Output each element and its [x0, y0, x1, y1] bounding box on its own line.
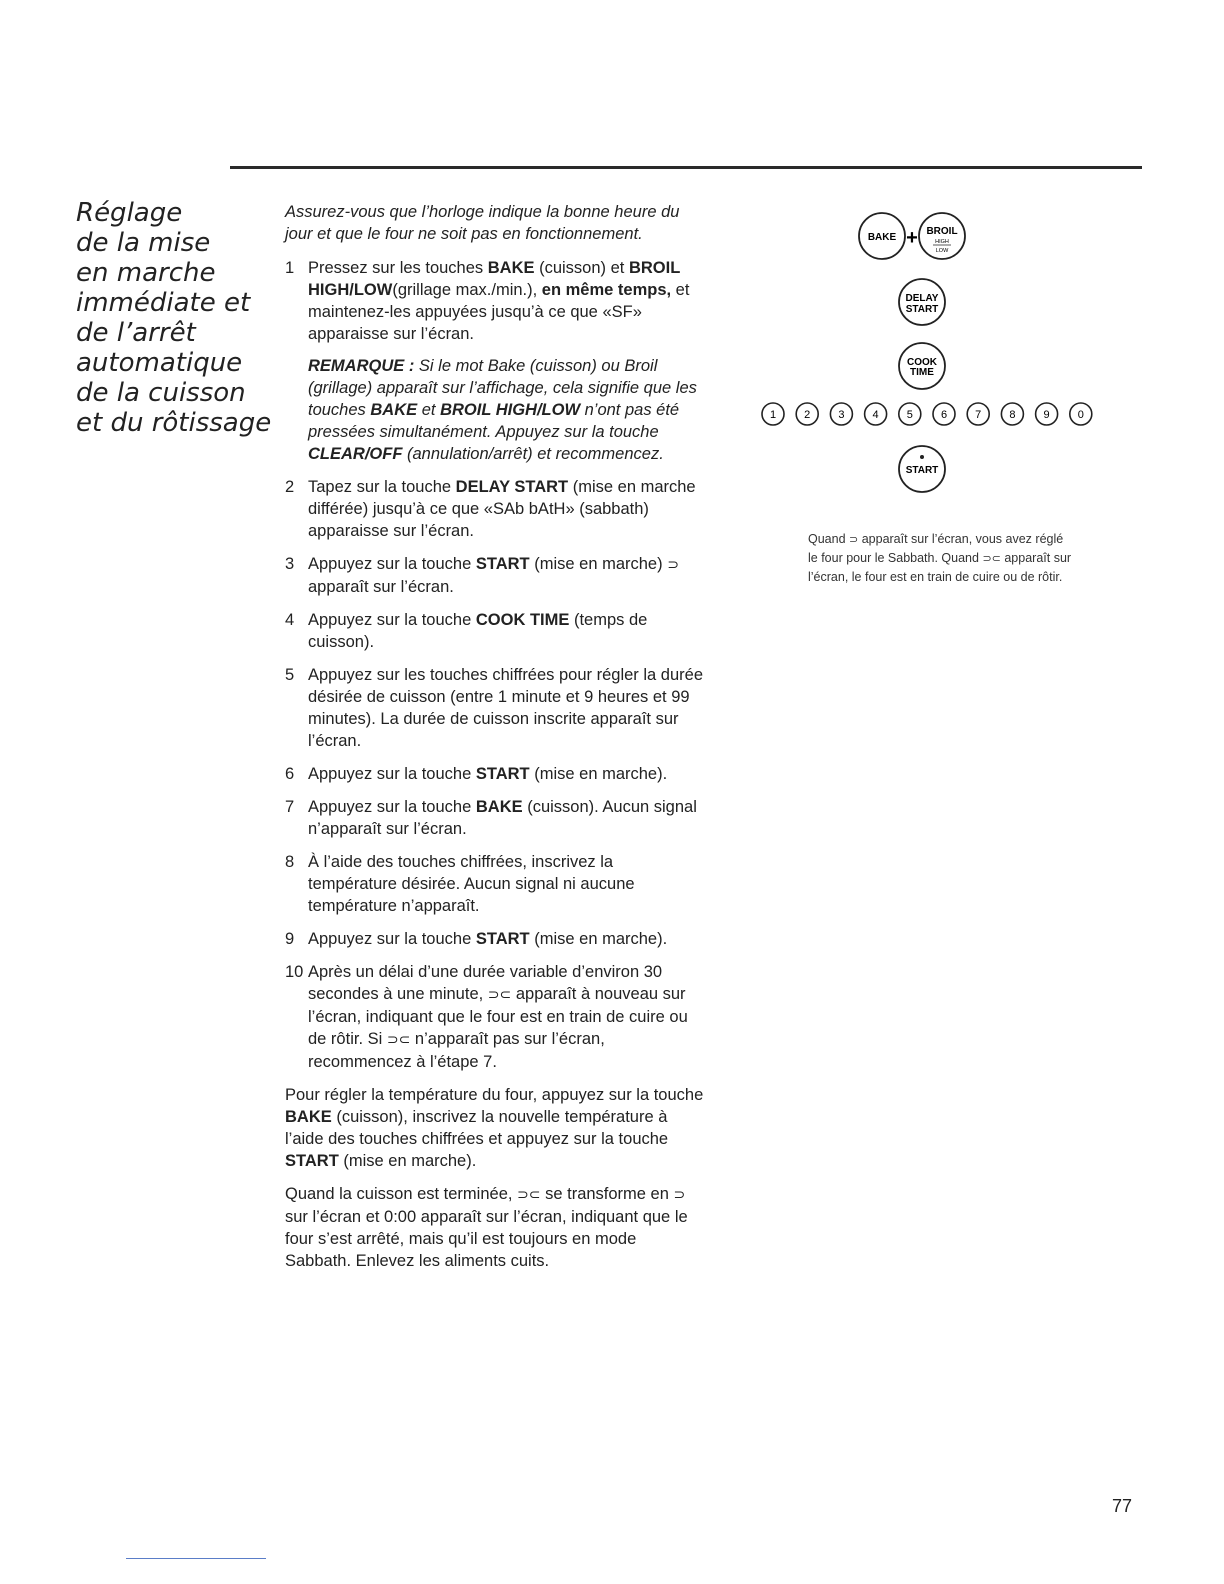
step-text: Après un délai d’une durée variable d’environ 30 secondes à une minute,: [308, 963, 663, 1003]
instructions: [285, 201, 705, 1283]
note: [308, 355, 705, 465]
keypad-diagram: [755, 196, 1095, 516]
step-item: [285, 961, 705, 1073]
step-number: 4: [285, 611, 295, 629]
section-title: [76, 198, 276, 438]
step-text: À l’aide des touches chiffrées, inscrivez la température désirée. Aucun signal ni aucune température n’apparaît.: [308, 853, 635, 915]
note-text: Si le mot Bake (cuisson) ou Broil (grillage) apparaît sur l’affichage, cela signifie que les touches: [308, 357, 697, 419]
step-text: Appuyez sur la touche: [308, 765, 476, 783]
broil-key-icon: [919, 213, 965, 259]
diagram-caption: [808, 530, 1073, 586]
caption-text: Quand: [808, 532, 850, 546]
key-name: en même temps,: [541, 281, 672, 299]
step-text: (cuisson). Aucun signal n’apparaît sur l’écran.: [308, 798, 697, 838]
step-text: (mise en marche): [529, 555, 668, 573]
title-line: Réglage: [76, 198, 183, 228]
key-name: START: [475, 765, 530, 783]
step-text: n’apparaît pas sur l’écran, recommencez à l’étape 7.: [308, 1030, 605, 1071]
time-key-label: TIME: [910, 367, 934, 378]
step-text: et maintenez-les appuyées jusqu’à ce que «SF» apparaisse sur l’écran.: [308, 281, 690, 343]
step-number: 9: [285, 930, 295, 948]
digit-key-label: 2: [804, 409, 811, 421]
para-text: Pour régler la température du four, appuyez sur la touche: [285, 1086, 704, 1104]
digit-key-4-icon: [865, 403, 887, 425]
digit-key-3-icon: [830, 403, 852, 425]
digit-key-7-icon: [967, 403, 989, 425]
digit-key-6-icon: [933, 403, 955, 425]
digit-key-label: 7: [975, 409, 982, 421]
page-number: 77: [1112, 1496, 1133, 1516]
key-name: CLEAR/OFF: [308, 445, 403, 463]
top-rule: [230, 166, 1142, 169]
key-name: START: [285, 1152, 339, 1170]
step-number: 3: [285, 555, 295, 573]
para-text: sur l’écran et 0:00 apparaît sur l’écran, indiquant que le four s’est arrêté, mais qu’il est toujours en mode Sabbath. Enlevez les aliments cuits.: [285, 1208, 688, 1270]
sabbath-symbol: ⊃: [667, 557, 679, 573]
step-text: (mise en marche).: [529, 765, 668, 783]
key-name: BAKE: [285, 1108, 332, 1126]
step-item: [285, 257, 705, 465]
step-number: 5: [285, 666, 295, 684]
note-text: (annulation/arrêt) et recommencez.: [402, 445, 664, 463]
step-text: Pressez sur les touches: [308, 259, 488, 277]
step-list: [285, 257, 705, 1073]
start-key-icon: [899, 446, 945, 492]
key-name: BAKE: [370, 401, 418, 419]
step-number: 10: [285, 963, 304, 981]
number-keypad: [762, 403, 1092, 425]
step-text: apparaît sur l’écran.: [308, 578, 454, 596]
digit-key-label: 1: [769, 409, 777, 421]
step-item: [285, 763, 705, 785]
step-item: [285, 664, 705, 752]
broil-key-label: BROIL: [926, 226, 958, 237]
step-text: (cuisson) et: [534, 259, 629, 277]
step-item: [285, 553, 705, 598]
step-text: Appuyez sur la touche: [308, 930, 476, 948]
title-line: immédiate et: [76, 288, 251, 318]
digit-key-9-icon: [1036, 403, 1058, 425]
step-number: 8: [285, 853, 295, 871]
key-name: START: [475, 555, 530, 573]
title-line: automatique: [76, 348, 243, 378]
digit-key-label: 5: [906, 409, 913, 421]
cook-key-label: COOK: [907, 357, 937, 368]
step-number: 2: [285, 478, 295, 496]
digit-key-0-icon: [1070, 403, 1092, 425]
step-item: [285, 609, 705, 653]
step-text: Appuyez sur la touche: [308, 611, 476, 629]
step-text: apparaît à nouveau sur l’écran, indiquant que le four est en train de cuire ou de rôtir. Si: [308, 985, 688, 1048]
cook-time-key-icon: [899, 343, 945, 389]
step-text: Tapez sur la touche: [308, 478, 456, 496]
step-text: (temps de cuisson).: [308, 611, 648, 651]
sabbath-symbol: ⊃: [673, 1187, 686, 1203]
sabbath-symbol: ⊃: [849, 533, 859, 546]
para-text: (mise en marche).: [338, 1152, 477, 1170]
step-text: Appuyez sur les touches chiffrées pour régler la durée désirée de cuisson (entre 1 minute et 9 heures et 99 minutes). La durée de cuisson inscrite apparaît sur l’écran.: [308, 666, 704, 750]
title-line: en marche: [76, 258, 216, 288]
title-line: de l’arrêt: [76, 318, 196, 348]
delay-start-key-icon: [899, 279, 945, 325]
temperature-paragraph: [285, 1084, 705, 1172]
broil-low-label: LOW: [935, 248, 949, 254]
key-name: COOK TIME: [475, 611, 570, 629]
caption-text: apparaît sur l’écran, vous avez réglé le four pour le Sabbath. Quand: [808, 532, 1064, 565]
key-name: BROIL HIGH/LOW: [440, 401, 581, 419]
para-text: (cuisson), inscrivez la nouvelle température à l’aide des touches chiffrées et appuyez sur la touche: [285, 1108, 669, 1148]
digit-key-2-icon: [796, 403, 818, 425]
digit-key-label: 6: [940, 409, 948, 421]
sabbath-symbol: ⊃⊂: [517, 1187, 541, 1203]
digit-key-label: 0: [1077, 409, 1084, 421]
note-text: n’ont pas été pressées simultanément. Appuyez sur la touche: [308, 401, 680, 441]
step-item: [285, 851, 705, 917]
footer-rule: [126, 1558, 266, 1559]
digit-key-label: 8: [1009, 409, 1016, 421]
title-line: de la cuisson: [76, 378, 246, 408]
start-key-label: START: [905, 465, 939, 476]
step-number: 7: [285, 798, 295, 816]
digit-key-label: 4: [872, 409, 879, 421]
digit-key-label: 3: [838, 409, 845, 421]
key-name: BAKE: [475, 798, 523, 816]
para-text: Quand la cuisson est terminée,: [285, 1185, 518, 1203]
plus-sign: +: [906, 227, 918, 249]
sabbath-symbol: ⊃⊂: [487, 987, 512, 1003]
step-text: (mise en marche).: [529, 930, 668, 948]
bake-key-label: BAKE: [867, 232, 897, 243]
sabbath-symbol: ⊃⊂: [386, 1032, 411, 1048]
note-text: et: [417, 401, 441, 419]
step-number: 6: [285, 765, 295, 783]
end-paragraph: [285, 1183, 705, 1272]
step-item: [285, 928, 705, 950]
key-name: DELAY START: [455, 478, 569, 496]
broil-high-label: HIGH: [935, 239, 949, 245]
step-text: Appuyez sur la touche: [308, 798, 476, 816]
note-label: REMARQUE :: [308, 357, 415, 375]
step-text: Appuyez sur la touche: [308, 555, 476, 573]
key-name: START: [475, 930, 530, 948]
para-text: se transforme en: [540, 1185, 674, 1203]
step-item: [285, 796, 705, 840]
step-text: (mise en marche différée) jusqu’à ce que «SAb bAtH» (sabbath) apparaisse sur l’écran.: [308, 478, 696, 540]
title-line: et du rôtissage: [76, 408, 272, 438]
caption-text: apparaît sur l’écran, le four est en train de cuire ou de rôtir.: [808, 551, 1072, 584]
delay-start-key-label: START: [905, 304, 939, 315]
sabbath-symbol: ⊃⊂: [982, 552, 1001, 565]
key-name: BAKE: [487, 259, 535, 277]
bake-key-icon: [859, 213, 905, 259]
digit-key-5-icon: [899, 403, 921, 425]
title-line: de la mise: [76, 228, 211, 258]
step-text: (grillage max./min.),: [392, 281, 542, 299]
step-number: 1: [285, 259, 295, 277]
key-name: BROIL HIGH/LOW: [308, 259, 680, 299]
intro-text: Assurez-vous que l’horloge indique la bonne heure du jour et que le four ne soit pas en fonctionnement.: [285, 203, 680, 243]
digit-key-1-icon: [762, 403, 784, 425]
digit-key-label: 9: [1043, 409, 1050, 421]
delay-key-label: DELAY: [905, 293, 939, 304]
step-item: [285, 476, 705, 542]
digit-key-8-icon: [1001, 403, 1023, 425]
